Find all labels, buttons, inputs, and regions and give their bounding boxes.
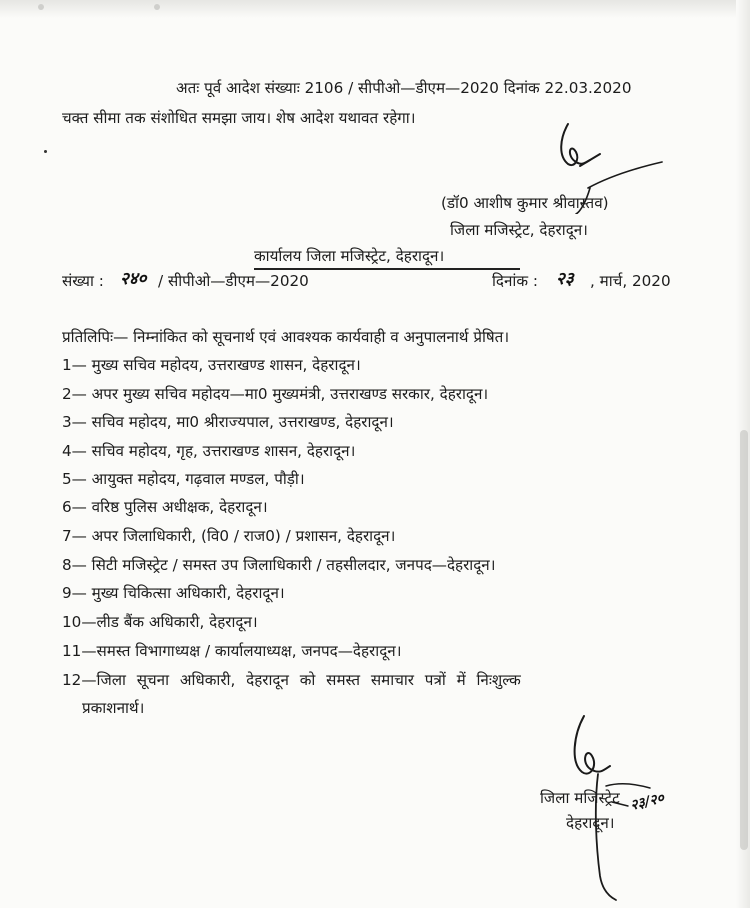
copy-item-9: 9— मुख्य चिकित्सा अधिकारी, देहरादून। bbox=[62, 584, 285, 602]
copy-item-3: 3— सचिव महोदय, मा0 श्रीराज्यपाल, उत्तराखण्ड, देहरादून। bbox=[62, 413, 394, 431]
order-number-label: संख्या : bbox=[62, 272, 104, 290]
copy-item-12: 12—जिला सूचना अधिकारी, देहरादून को समस्त समाचार पत्रों में निःशुल्क bbox=[62, 671, 521, 689]
office-heading-underline bbox=[254, 268, 520, 270]
order-number-suffix: / सीपीओ—डीएम—2020 bbox=[158, 272, 309, 290]
copy-item-8: 8— सिटी मजिस्ट्रेट / समस्त उप जिलाधिकारी / तहसीलदार, जनपद—देहरादून। bbox=[62, 556, 496, 574]
footer-handwritten-date: २३/२० bbox=[628, 790, 666, 814]
page-top-edge bbox=[0, 0, 750, 18]
ink-speck bbox=[44, 150, 47, 153]
copies-intro: प्रतिलिपिः— निम्नांकित को सूचनार्थ एवं आवश्यक कार्यवाही व अनुपालनार्थ प्रेषित। bbox=[62, 328, 510, 346]
copy-item-2: 2— अपर मुख्य सचिव महोदय—मा0 मुख्यमंत्री, उत्तराखण्ड सरकार, देहरादून। bbox=[62, 385, 489, 403]
copy-item-7: 7— अपर जिलाधिकारी, (वि0 / राज0) / प्रशासन, देहरादून। bbox=[62, 527, 396, 545]
order-date-handwritten: २३ bbox=[556, 269, 574, 289]
copy-item-5: 5— आयुक्त महोदय, गढ़वाल मण्डल, पौड़ी। bbox=[62, 470, 305, 488]
footer-place: देहरादून। bbox=[566, 814, 615, 832]
signatory-designation: जिला मजिस्ट्रेट, देहरादून। bbox=[450, 221, 588, 239]
order-date-suffix: , मार्च, 2020 bbox=[590, 272, 671, 290]
order-line-2: चक्त सीमा तक संशोधित समझा जाय। शेष आदेश यथावत रहेगा। bbox=[62, 109, 416, 127]
copy-item-12-continued: प्रकाशनार्थ। bbox=[82, 699, 145, 717]
copy-item-1: 1— मुख्य सचिव महोदय, उत्तराखण्ड शासन, देहरादून। bbox=[62, 356, 361, 374]
copy-item-6: 6— वरिष्ठ पुलिस अधीक्षक, देहरादून। bbox=[62, 498, 268, 516]
order-date-label: दिनांक : bbox=[492, 272, 538, 290]
copy-item-10: 10—लीड बैंक अधिकारी, देहरादून। bbox=[62, 613, 258, 631]
copy-item-11: 11—समस्त विभागाध्यक्ष / कार्यालयाध्यक्ष, जनपद—देहरादून। bbox=[62, 642, 402, 660]
signatory-name: (डॉ0 आशीष कुमार श्रीवास्तव) bbox=[441, 194, 609, 212]
footer-designation: जिला मजिस्ट्रेट bbox=[540, 789, 620, 807]
order-line-1: अतः पूर्व आदेश संख्याः 2106 / सीपीओ—डीएम—2020 दिनांक 22.03.2020 bbox=[176, 79, 632, 97]
scrollbar[interactable] bbox=[740, 430, 748, 850]
order-number-handwritten: २४० bbox=[120, 269, 147, 289]
office-heading: कार्यालय जिला मजिस्ट्रेट, देहरादून। bbox=[254, 247, 445, 265]
copy-item-4: 4— सचिव महोदय, गृह, उत्तराखण्ड शासन, देहरादून। bbox=[62, 442, 356, 460]
